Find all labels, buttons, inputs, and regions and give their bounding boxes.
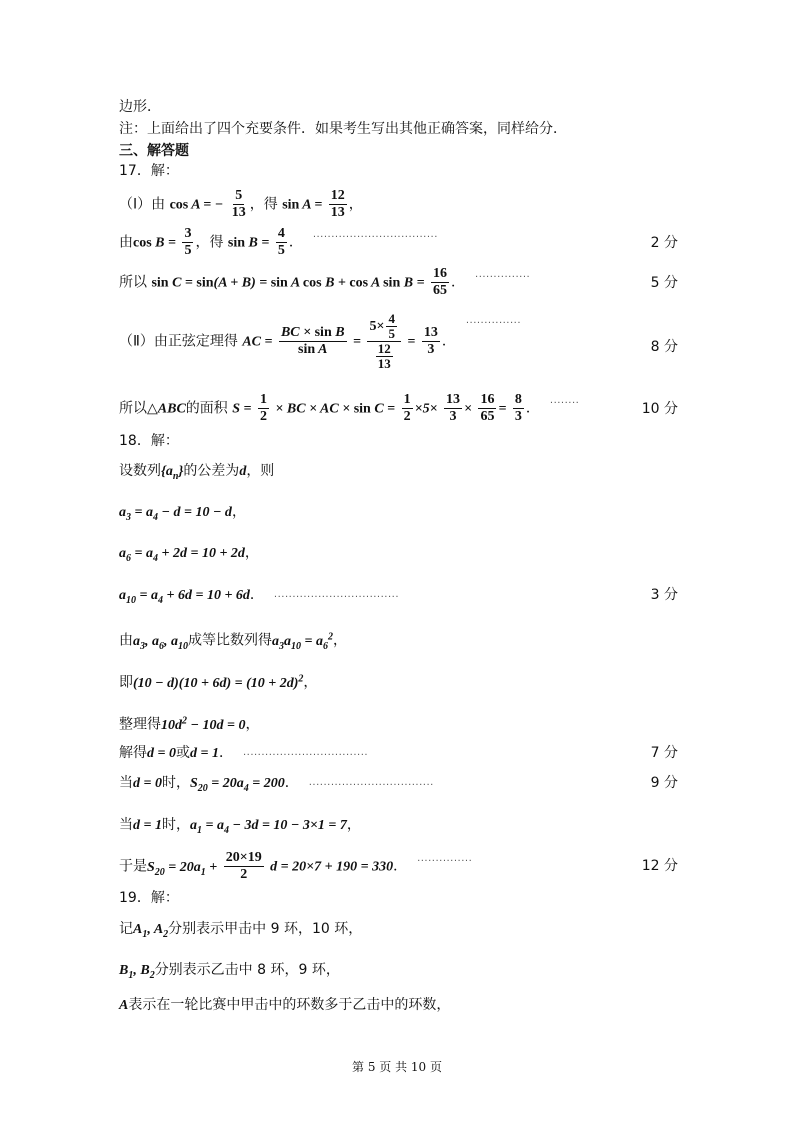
page-footer: 第 5 页 共 10 页 [352, 1060, 442, 1074]
section-heading: 三、解答题 [119, 143, 189, 159]
solution-line: 由$a_3$, $a_6$, $a_{10}$成等比数列得$a_3a_{10} = a_6^2$， [119, 631, 347, 652]
score-label: 9 分 [650, 775, 678, 791]
solution-line: 设数列$\{a_n\}$的公差为d，则 [119, 463, 275, 482]
solution-line: （Ⅱ）由正弦定理得 AC = $\frac{\text{BC × sin B}}{\text{sin A}}$ = 5× $\frac{4}{5}$ $\frac{12}{13}$ = $\frac{13}{3}$ ．............... [119, 311, 522, 371]
solution-line: $B_1$, $B_2$分别表示乙击中 8 环，9 环， [119, 962, 340, 981]
solution-line: （Ⅰ）由 cos A = − $\frac{5}{13}$ ，得 sin A = $\frac{12}{13}$ ， [119, 188, 363, 220]
problem-17-label: 17．解： [119, 163, 179, 179]
solution-line: 所以 sin C = sin(A + B) = sin A cos B + cos A sin B = $\frac{16}{65}$ ． ............... [119, 266, 531, 298]
solution-line: 当d = 0时，$S_{20} = 20a_4 = 200$． .................................. [119, 775, 434, 794]
solution-line: 当d = 1时，$a_1 = a_4 - 3d = 10 - 3\times 1 = 7$， [119, 817, 361, 836]
score-label: 8 分 [650, 339, 678, 355]
problem-19-label: 19．解： [119, 890, 179, 906]
score-label: 5 分 [650, 275, 678, 291]
equation-line: $a_6 = a_4 + 2d = 10 + 2d$， [119, 545, 259, 564]
problem-18-label: 18．解： [119, 433, 179, 449]
solution-line: 整理得$10d^2 - 10d = 0$， [119, 715, 260, 733]
equation-line: $a_{10} = a_4 + 6d = 10 + 6d$． .................................. [119, 587, 399, 606]
score-label: 7 分 [650, 745, 678, 761]
solution-line: 记$A_1$, $A_2$分别表示甲击中 9 环，10 环， [119, 921, 363, 940]
score-label: 3 分 [650, 587, 678, 603]
note-line: 注：上面给出了四个充要条件．如果考生写出其他正确答案，同样给分． [119, 121, 567, 137]
solution-line: 即$(10 - d)(10 + 6d) = (10 + 2d)^2$， [119, 673, 318, 691]
score-label: 12 分 [641, 858, 678, 874]
text-line: 边形． [119, 99, 161, 115]
equation-line: $a_3 = a_4 - d = 10 - d$， [119, 504, 246, 523]
score-label: 10 分 [641, 401, 678, 417]
score-label: 2 分 [650, 235, 678, 251]
solution-line: 于是$S_{20} = 20a_1$ + $\frac{20\times 19}{2}$ d = 20×7 + 190 = 330． ............... [119, 850, 473, 882]
solution-line: 所以△ABC的面积 S = $\frac{1}{2}$ × BC × AC × sin C = $\frac{1}{2}$ ×5× $\frac{13}{3}$ × $\frac{16}{65}$ = $\frac{8}{3}$ ． ........ [119, 392, 580, 424]
solution-line: 由cos B = $\frac{3}{5}$ ，得 sin B = $\frac{4}{5}$ ． .................................. [119, 226, 438, 258]
solution-line: A表示在一轮比赛中甲击中的环数多于乙击中的环数， [119, 997, 451, 1013]
solution-line: 解得d = 0或d = 1． .................................. [119, 745, 369, 761]
